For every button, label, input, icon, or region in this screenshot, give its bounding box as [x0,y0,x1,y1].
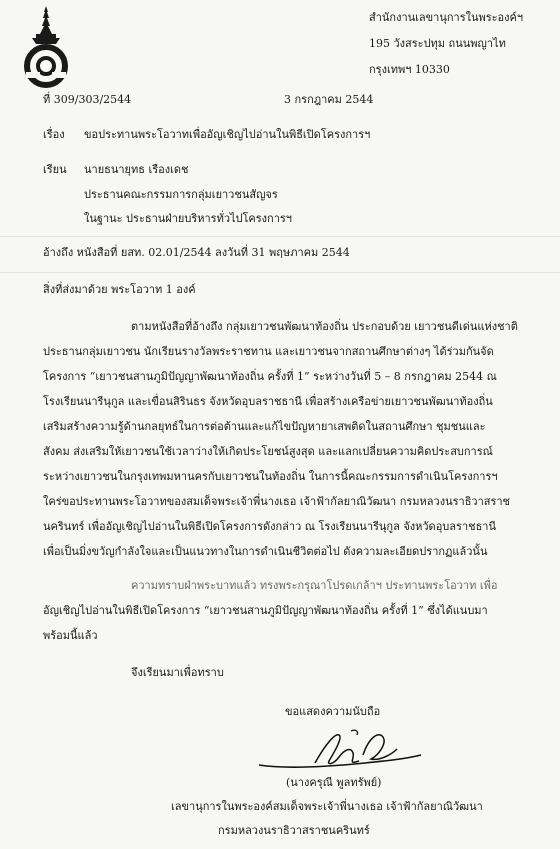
body-line: เสริมสร้างความรู้ด้านกลยุทธ์ในการต่อต้านและแก้ไขปัญหายาเสพติดในสถานศึกษา ชุมชนและ [43,420,486,433]
subject-text: ขอประทานพระโอวาทเพื่ออัญเชิญไปอ่านในพิธีเปิดโครงการฯ [84,128,371,141]
body-line: โรงเรียนนารีนุกูล และเขื่อนสิรินธร จังหวัดอุบลราชธานี เพื่อสร้างเครือข่ายเยาวชนพัฒนาท้องถิ่น [43,395,493,408]
subject-label: เรื่อง [43,128,65,141]
office-city: กรุงเทพฯ 10330 [369,63,450,76]
office-name: สำนักงานเลขานุการในพระองค์ฯ [369,11,524,24]
paper-fold-line [0,272,560,273]
recipient-label: เรียน [43,163,67,176]
paper-fold-line [0,236,560,237]
body-line: สังคม ส่งเสริมให้เยาวชนใช้เวลาว่างให้เกิดประโยชน์สูงสุด และแลกเปลี่ยนความคิดประสบการณ์ [43,445,493,458]
signer-position-1: เลขานุการในพระองค์สมเด็จพระเจ้าพี่นางเธอ เจ้าฟ้ากัลยาณิวัฒนา [171,800,483,813]
recipient-title-1: ประธานคณะกรรมการกลุ่มเยาวชนสัญจร [84,188,278,201]
recipient-title-2: ในฐานะ ประธานฝ่ายบริหารทั่วไปโครงการฯ [84,212,292,225]
handwritten-signature [255,725,425,775]
signer-position-2: กรมหลวงนราธิวาสราชนครินทร์ [218,824,370,837]
reference-number: ที่ 309/303/2544 [43,93,132,106]
closing-request: จึงเรียนมาเพื่อทราบ [131,666,224,679]
body-line: เพื่อเป็นมิ่งขวัญกำลังใจและเป็นแนวทางในการดำเนินชีวิตต่อไป ดังความละเอียดปรากฏแล้วนั้น [43,545,488,558]
body-line: ตามหนังสือที่อ้างถึง กลุ่มเยาวชนพัฒนาท้องถิ่น ประกอบด้วย เยาวชนดีเด่นแห่งชาติ [131,320,518,333]
signer-name: (นางครุณี พูลทรัพย์) [286,776,382,789]
royal-emblem-icon [22,4,70,88]
letter-date: 3 กรกฎาคม 2544 [284,93,374,106]
closing-respect: ขอแสดงความนับถือ [285,705,381,718]
body-line: นครินทร์ เพื่ออัญเชิญไปอ่านในพิธีเปิดโครงการดังกล่าว ณ โรงเรียนนารีนุกูล จังหวัดอุบลราชธานี [43,520,496,533]
body-line: อัญเชิญไปอ่านในพิธีเปิดโครงการ “เยาวชนสานภูมิปัญญาพัฒนาท้องถิ่น ครั้งที่ 1” ซึ่งได้แนบมา [43,604,488,617]
body-line: ประธานกลุ่มเยาวชน นักเรียนรางวัลพระราชทาน และเยาวชนจากสถานศึกษาต่างๆ ได้ร่วมกันจัด [43,345,494,358]
recipient-name: นายธนายุทธ เรืองเดช [84,163,189,176]
body-line: โครงการ “เยาวชนสานภูมิปัญญาพัฒนาท้องถิ่น ครั้งที่ 1” ระหว่างวันที่ 5 – 8 กรกฎาคม 2544 ณ [43,370,497,383]
body-line: ใคร่ขอประทานพระโอวาทของสมเด็จพระเจ้าพี่นางเธอ เจ้าฟ้ากัลยาณิวัฒนา กรมหลวงนราธิวาสราช [43,495,511,508]
body-line: ระหว่างเยาวชนในกรุงเทพมหานครกับเยาวชนในท้องถิ่น ในการนี้คณะกรรมการดำเนินโครงการฯ [43,470,498,483]
reference-line: อ้างถึง หนังสือที่ ยสท. 02.01/2544 ลงวันที่ 31 พฤษภาคม 2544 [43,246,350,259]
enclosure-line: สิ่งที่ส่งมาด้วย พระโอวาท 1 องค์ [43,283,196,296]
body-line: พร้อมนี้แล้ว [43,629,98,642]
body-line: ความทราบฝ่าพระบาทแล้ว ทรงพระกรุณาโปรดเกล้าฯ ประทานพระโอวาท เพื่อ [131,579,498,592]
office-address: 195 วังสระปทุม ถนนพญาไท [369,37,506,50]
